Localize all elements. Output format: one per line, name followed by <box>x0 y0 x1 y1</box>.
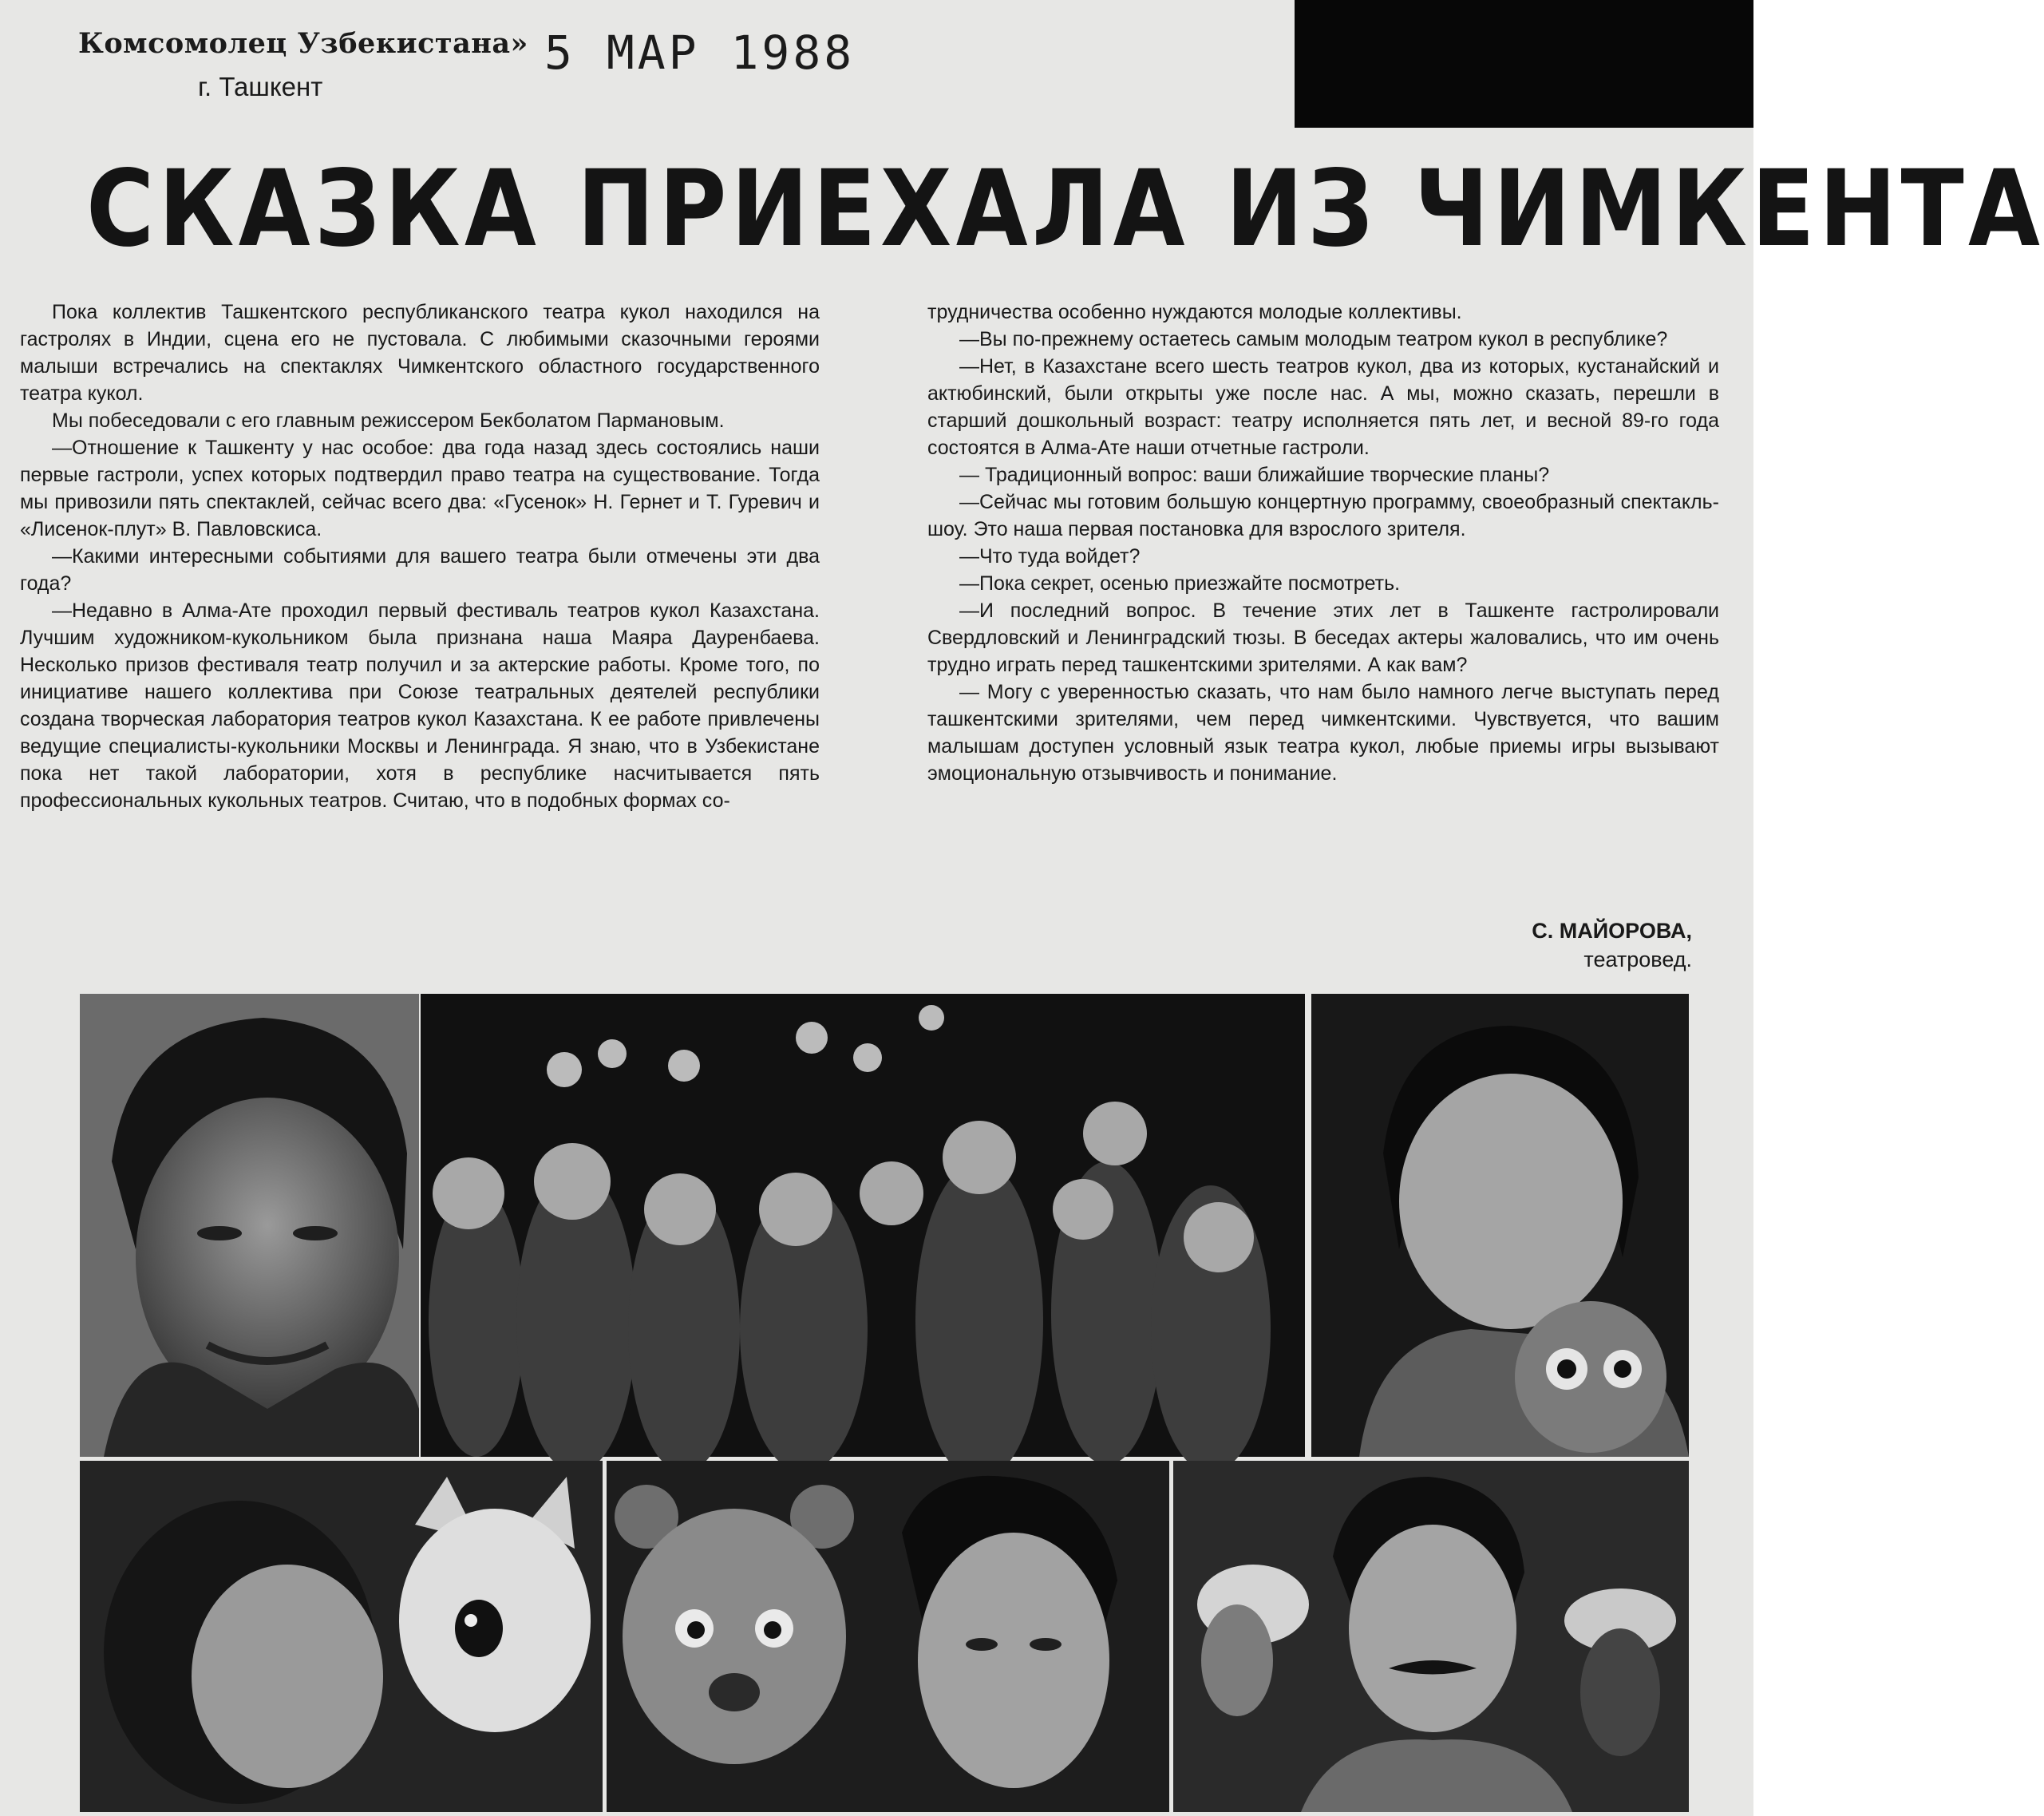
paragraph: —Сейчас мы готовим большую концертную программу, своеобразный спектакль-шоу. Это наша первая постановка для взрослого зрителя. <box>927 491 1719 540</box>
article-column-left <box>20 299 820 814</box>
author-role: театровед. <box>1583 948 1692 971</box>
photo-artist-with-puppet <box>1311 994 1689 1457</box>
photo-actor-with-bee-puppets <box>1173 1461 1689 1812</box>
paragraph: Мы побеседовали с его главным режиссером Бекболатом Пармановым. <box>52 409 725 432</box>
photo-actor-with-bear-puppet <box>607 1461 1169 1812</box>
paragraph: —Какими интересными событиями для вашего театра были отмечены эти два года? <box>20 545 820 595</box>
paragraph: —И последний вопрос. В течение этих лет в Ташкенте гастролировали Свердловский и Ленинградский тюзы. В беседах актеры жаловались, что им очень трудно играть перед ташкентскими зрителями. А как вам? <box>927 599 1719 676</box>
paragraph: —Отношение к Ташкенту у нас особое: два года назад здесь состоялись наши первые гастроли, успех которых подтвердил право театра на существование. Тогда мы привозили пять спектаклей, сейчас всего два: «Гусенок» Н. Гернет и Т. Гуревич и «Лисенок-плут» В. Павловскиса. <box>20 437 820 540</box>
article-byline <box>1357 916 1692 974</box>
newspaper-city: г. Ташкент <box>198 72 323 101</box>
article-column-right <box>927 299 1719 787</box>
author-name: С. МАЙОРОВА, <box>1532 919 1692 943</box>
paragraph: —Вы по-прежнему остаетесь самым молодым театром кукол в республике? <box>959 328 1668 350</box>
newspaper-source: Комсомолец Узбекистана» <box>78 27 528 60</box>
photo-troupe-group <box>421 994 1305 1457</box>
article-headline: СКАЗКА ПРИЕХАЛА ИЗ ЧИМКЕНТА <box>86 148 2044 271</box>
paragraph: — Традиционный вопрос: ваши ближайшие творческие планы? <box>959 464 1550 486</box>
paragraph: —Нет, в Казахстане всего шесть театров кукол, два из которых, кустанайский и актюбинский, были открыты уже после нас. А мы, можно сказать, перешли в старший дошкольный возраст: театру исполняется пять лет, и весной 89-го года состоятся в Алма-Ате наши отчетные гастроли. <box>927 355 1719 459</box>
clipping-header-strip <box>0 0 1295 142</box>
paragraph: —Недавно в Алма-Ате проходил первый фестиваль театров кукол Казахстана. Лучшим художником-кукольником была признана наша Маяра Дауренбаева. Несколько призов фестиваля театр получил и за актерские работы. Кроме того, по инициативе нашего коллектива при Союзе театральных деятелей республики создана творческая лаборатория театров кукол Казахстана. К ее работе привлечены ведущие специалисты-кукольники Москвы и Ленинграда. Я знаю, что в Узбекистане пока нет такой лаборатории, хотя в республике насчитывается пять профессиональных кукольных театров. Считаю, что в подобных формах со- <box>20 599 820 812</box>
paragraph: — Могу с уверенностью сказать, что нам было намного легче выступать перед ташкентскими зрителями, чем перед чимкентскими. Чувствуется, что вашим малышам доступен условный язык театра кукол, любые приемы игры вызывают эмоциональную отзывчивость и понимание. <box>927 681 1719 785</box>
paragraph: —Что туда войдет? <box>959 545 1141 568</box>
photo-actress-with-fox-puppet <box>80 1461 603 1812</box>
paragraph: трудничества особенно нуждаются молодые коллективы. <box>927 301 1462 323</box>
photo-director-portrait <box>80 994 419 1457</box>
date-stamp: 5 МАР 1988 <box>544 26 856 80</box>
paragraph: —Пока секрет, осенью приезжайте посмотреть. <box>959 572 1401 595</box>
scan-background-corner <box>1295 0 1753 132</box>
paragraph: Пока коллектив Ташкентского республиканского театра кукол находился на гастролях в Индии, сцена его не пустовала. С любимыми сказочными героями малыши встречались на спектаклях Чимкентского областного государственного театра кукол. <box>20 301 820 405</box>
